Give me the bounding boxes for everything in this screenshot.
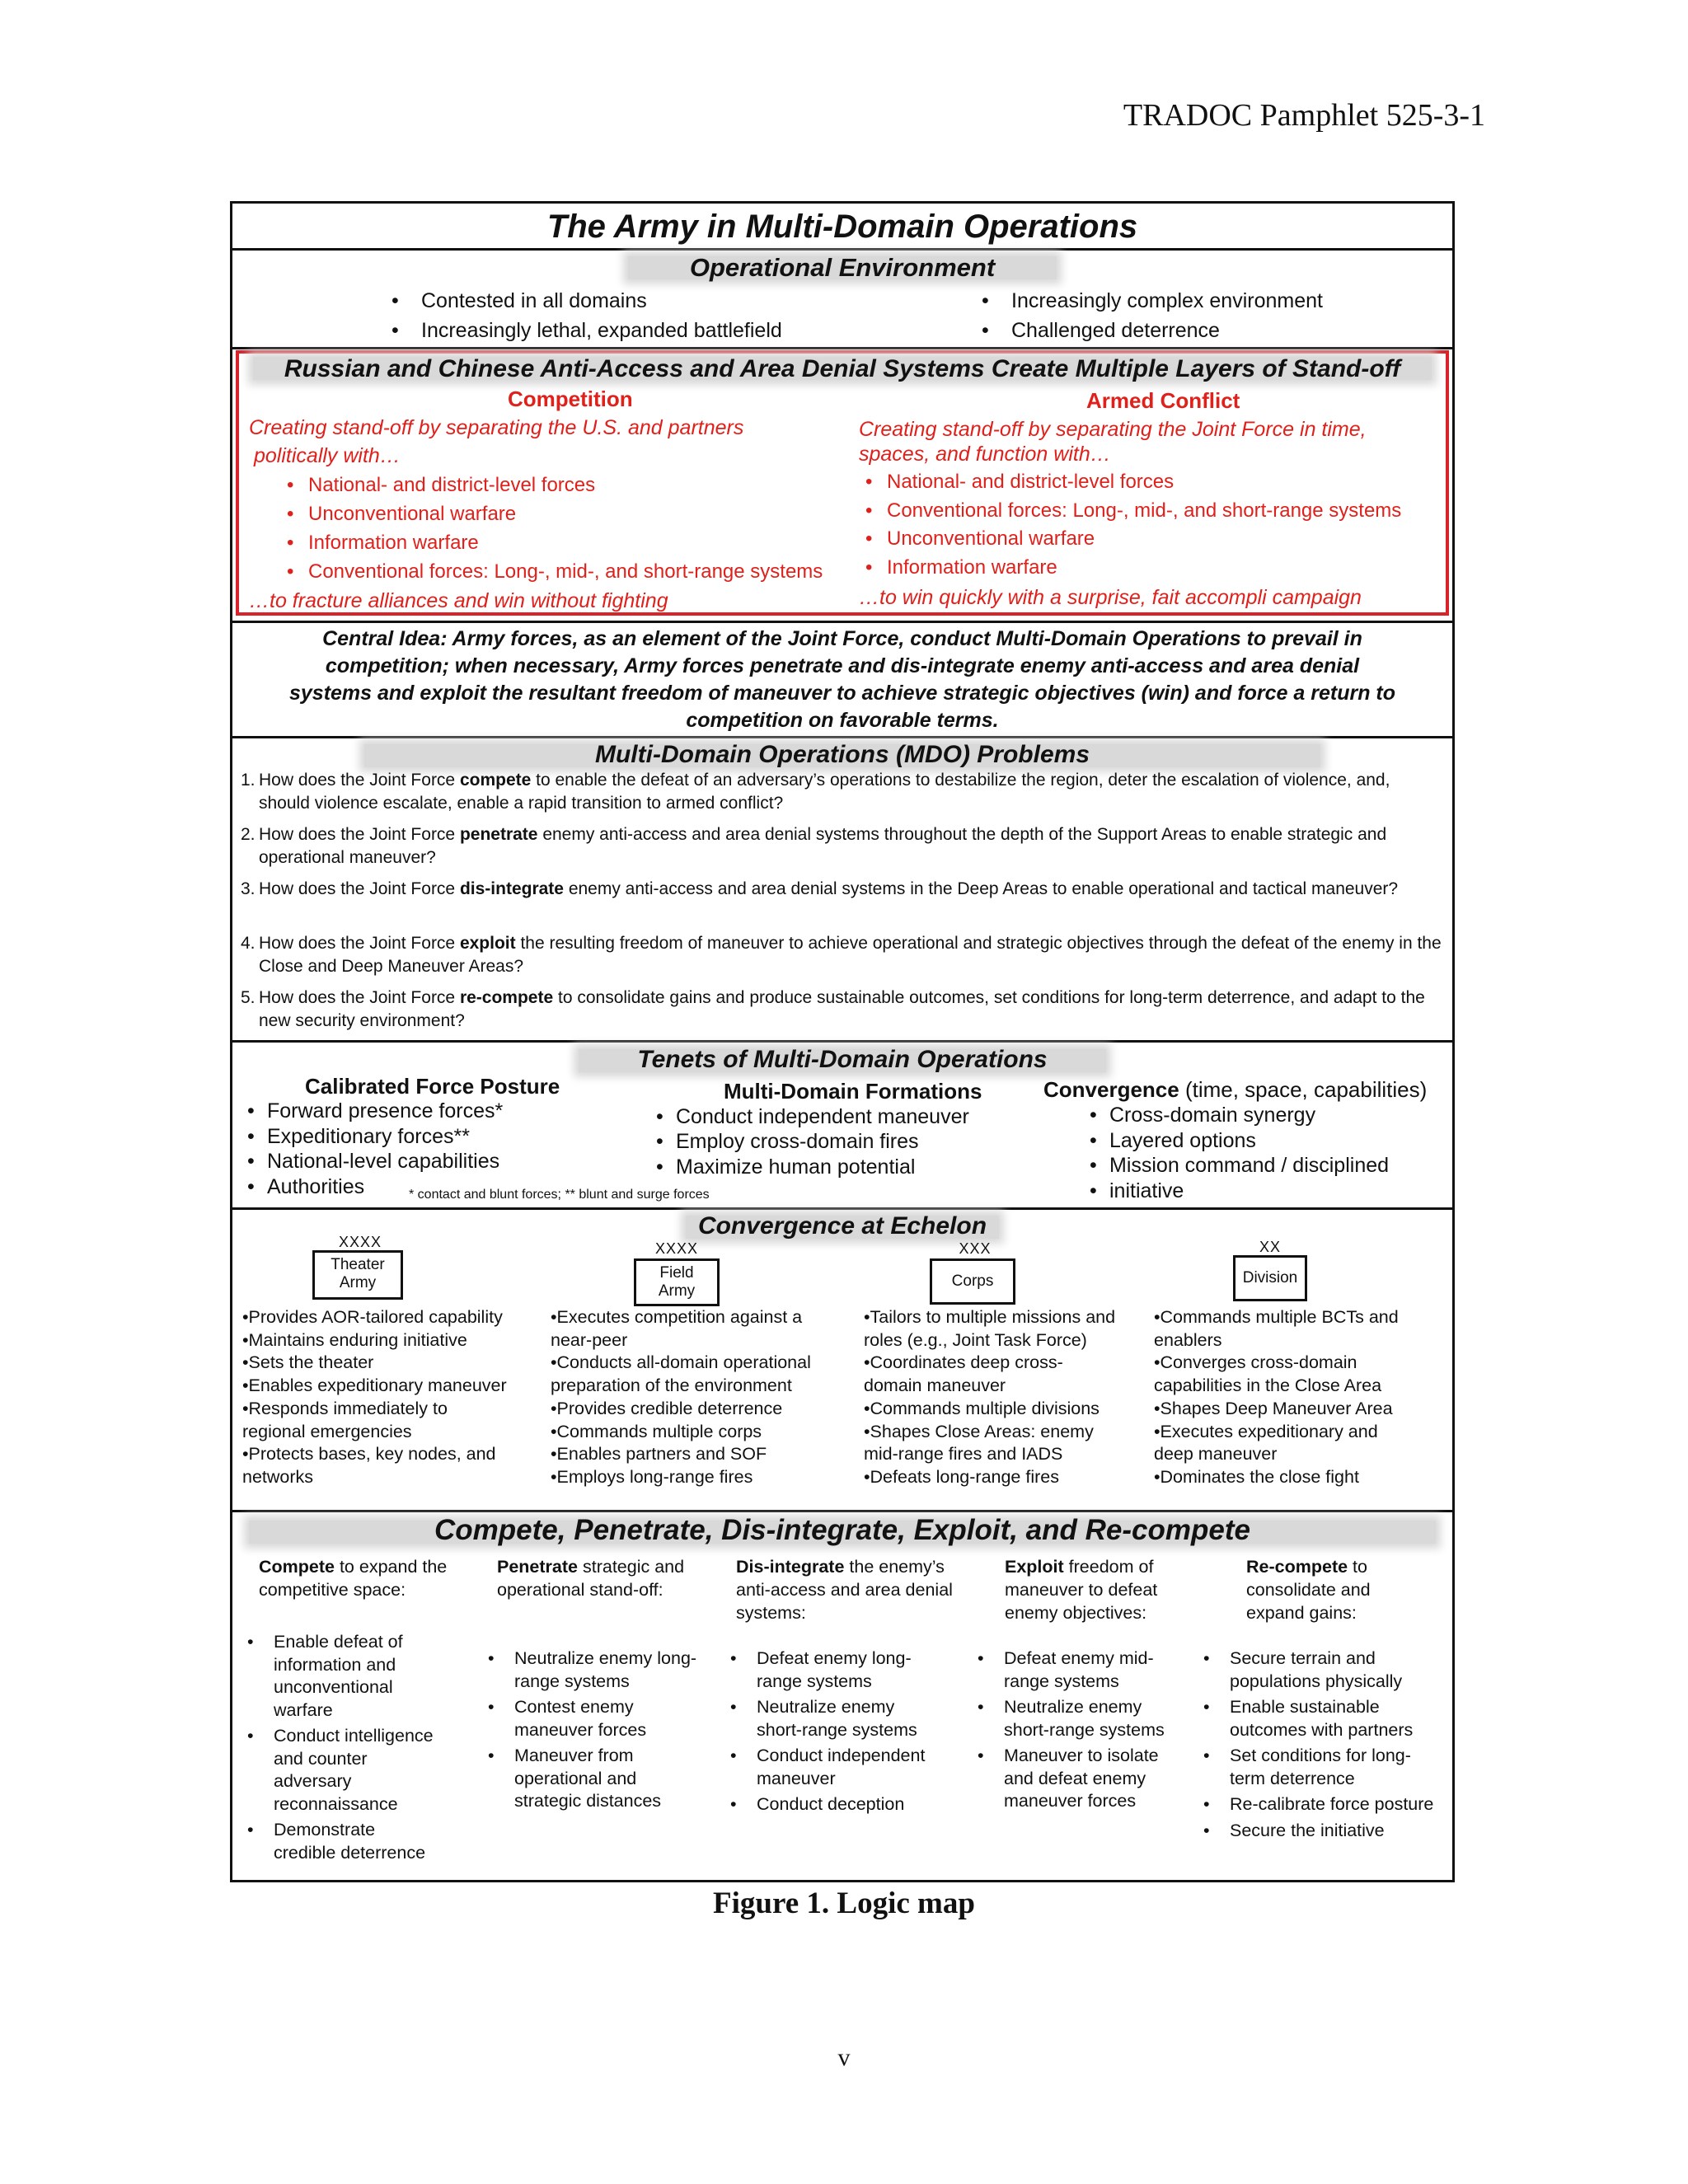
central-idea: Central Idea: Army forces, as an element of the Joint Force, conduct Multi-Domain Operations to prevail in competition; when necessary, Army forces penetrate and dis-integrate enemy anti-access and area denial systems and exploit the resultant freedom of maneuver to achieve strategic objectives (win) and force a return to competition on favorable terms. xyxy=(288,627,1396,732)
corps-capabilities: •Tailors to multiple missions and roles (e.g., Joint Task Force) •Coordinates deep cross- domain maneuver •Commands multiple divisions •Shapes Close Areas: enemy mid-range fires and IADS •Defeats long-range fires xyxy=(864,1307,1116,1487)
tenet-item: • Layered options xyxy=(1109,1129,1256,1153)
tenet-item: • Expeditionary forces** xyxy=(267,1125,470,1149)
penetrate-heading: Penetrate strategic and operational stand-off: xyxy=(497,1557,685,1600)
exploit-heading: Exploit freedom of maneuver to defeat enemy objectives: xyxy=(1005,1557,1158,1623)
armed-conflict-outro: …to win quickly with a surprise, fait accompli campaign xyxy=(859,586,1362,609)
page-number: v xyxy=(837,2044,851,2071)
echelon-symbol: XXXX xyxy=(338,1234,382,1250)
competition-item: • Information warfare xyxy=(308,532,479,555)
dis-integrate-heading: Dis-integrate the enemy’s anti-access and area denial systems: xyxy=(736,1557,953,1623)
op-env-item: • Contested in all domains xyxy=(421,289,647,313)
op-env-item: • Increasingly lethal, expanded battlefield xyxy=(421,319,782,343)
compete-list: • Enable defeat of information and unconventional warfare • Conduct intelligence and counter adversary reconnaissance • Demonstrate credible deterrence xyxy=(244,1631,438,1868)
armed-conflict-item: • Conventional forces: Long-, mid-, and short-range systems xyxy=(887,499,1401,523)
op-env-item: • Increasingly complex environment xyxy=(1011,289,1323,313)
field-army-capabilities: •Executes competition against a near-peer •Conducts all-domain operational preparation of the environment •Provides credible deterrence •Commands multiple corps •Enables partners and SOF •Employs long-range fires xyxy=(551,1307,811,1487)
figure-caption: Figure 1. Logic map xyxy=(713,1886,975,1920)
tenets-footnote: * contact and blunt forces; ** blunt and surge forces xyxy=(409,1188,710,1202)
echelon-heading: Convergence at Echelon xyxy=(697,1212,987,1240)
problem-item: 5. How does the Joint Force re-compete to consolidate gains and produce sustainable outcomes, set conditions for long-term deterrence, and adapt to the new security environment? xyxy=(241,988,1425,1030)
tenet-item: • National-level capabilities xyxy=(267,1150,499,1174)
op-env-heading: Operational Environment xyxy=(689,253,996,282)
armed-conflict-intro: spaces, and function with… xyxy=(859,443,1111,466)
tenet-item-continued: • initiative xyxy=(1109,1179,1184,1203)
competition-item: • National- and district-level forces xyxy=(308,474,595,497)
problem-item: 4. How does the Joint Force exploit the resulting freedom of maneuver to achieve operational and strategic objectives through the defeat of the enemy in the Close and Deep Maneuver Areas? xyxy=(241,934,1442,976)
problems-heading: Multi-Domain Operations (MDO) Problems xyxy=(594,741,1090,768)
compete-heading: Compete to expand the competitive space: xyxy=(259,1557,448,1600)
convergence-heading: Convergence (time, space, capabilities) xyxy=(1043,1077,1428,1102)
a2ad-box xyxy=(236,350,1449,616)
tenet-item: • Forward presence forces* xyxy=(267,1099,503,1123)
tenet-item: • Authorities xyxy=(267,1175,364,1199)
cpdier-heading: Compete, Penetrate, Dis-integrate, Exploit, and Re-compete xyxy=(434,1514,1250,1546)
re-compete-heading: Re-compete to consolidate and expand gains: xyxy=(1246,1557,1371,1623)
dis-integrate-list: • Defeat enemy long-range systems • Neutralize enemy short-range systems • Conduct independent maneuver • Conduct deception xyxy=(727,1647,941,1820)
corps-box: Corps xyxy=(930,1258,1015,1305)
competition-item: • Conventional forces: Long-, mid-, and short-range systems xyxy=(308,560,823,583)
op-env-item: • Challenged deterrence xyxy=(1011,319,1220,343)
problem-item: 3. How does the Joint Force dis-integrate enemy anti-access and area denial systems in the Deep Areas to enable operational and tactical maneuver? xyxy=(241,879,1399,898)
map-title: The Army in Multi-Domain Operations xyxy=(546,209,1138,245)
calibrated-force-posture-heading: Calibrated Force Posture xyxy=(305,1074,560,1099)
tenet-item: • Cross-domain synergy xyxy=(1109,1104,1315,1127)
competition-outro: …to fracture alliances and win without fighting xyxy=(249,589,668,612)
theater-army-capabilities: •Provides AOR-tailored capability •Maintains enduring initiative •Sets the theater •Enables expeditionary maneuver •Responds immediately to regional emergencies •Protects bases, key nodes, and networks xyxy=(242,1307,507,1487)
tenet-item: • Maximize human potential xyxy=(676,1155,915,1179)
exploit-list: • Defeat enemy mid-range systems • Neutralize enemy short-range systems • Maneuver to isolate and defeat enemy maneuver forces xyxy=(974,1647,1180,1816)
tenets-heading: Tenets of Multi-Domain Operations xyxy=(637,1046,1048,1073)
armed-conflict-item: • National- and district-level forces xyxy=(887,471,1174,494)
division-capabilities: •Commands multiple BCTs and enablers •Converges cross-domain capabilities in the Close Area •Shapes Deep Maneuver Area •Executes expeditionary and deep maneuver •Dominates the close fight xyxy=(1154,1307,1399,1487)
echelon-symbol: XXX xyxy=(959,1240,992,1257)
competition-intro: Creating stand-off by separating the U.S. and partners xyxy=(249,416,744,439)
re-compete-list: • Secure terrain and populations physically • Enable sustainable outcomes with partners • Set conditions for long-term deterrence • Re-calibrate force posture • Secure the initiative xyxy=(1200,1647,1441,1845)
echelon-symbol: XXXX xyxy=(654,1240,699,1257)
competition-heading: Competition xyxy=(508,387,633,411)
penetrate-list: • Neutralize enemy long-range systems • Contest enemy maneuver forces • Maneuver from operational and strategic distances xyxy=(485,1647,699,1816)
field-army-box: Field Army xyxy=(634,1258,720,1306)
problem-item: 2. How does the Joint Force penetrate enemy anti-access and area denial systems throughout the depth of the Support Areas to enable strategic and operational maneuver? xyxy=(241,825,1387,867)
tenet-item: • Conduct independent maneuver xyxy=(676,1105,969,1129)
logic-map-frame xyxy=(230,201,1455,1882)
page-header: TRADOC Pamphlet 525-3-1 xyxy=(1123,98,1485,133)
armed-conflict-heading: Armed Conflict xyxy=(1086,388,1240,413)
multi-domain-formations-heading: Multi-Domain Formations xyxy=(724,1079,982,1104)
tenet-item: • Employ cross-domain fires xyxy=(676,1130,919,1154)
armed-conflict-intro: Creating stand-off by separating the Joint Force in time, xyxy=(859,418,1367,441)
armed-conflict-item: • Unconventional warfare xyxy=(887,527,1095,551)
tenet-item: • Mission command / disciplined xyxy=(1109,1154,1389,1178)
division-box: Division xyxy=(1233,1255,1307,1301)
theater-army-box: Theater Army xyxy=(312,1250,403,1300)
problem-item: 1. How does the Joint Force compete to enable the defeat of an adversary’s operations to destabilize the region, deter the escalation of violence, and, should violence escalate, enable a rapid transition to armed conflict? xyxy=(241,771,1390,813)
competition-item: • Unconventional warfare xyxy=(308,503,516,526)
a2ad-heading: Russian and Chinese Anti-Access and Area Denial Systems Create Multiple Layers of Stand-off xyxy=(284,355,1401,382)
armed-conflict-item: • Information warfare xyxy=(887,556,1057,579)
competition-intro: politically with… xyxy=(254,444,401,467)
echelon-symbol: XX xyxy=(1259,1239,1281,1255)
